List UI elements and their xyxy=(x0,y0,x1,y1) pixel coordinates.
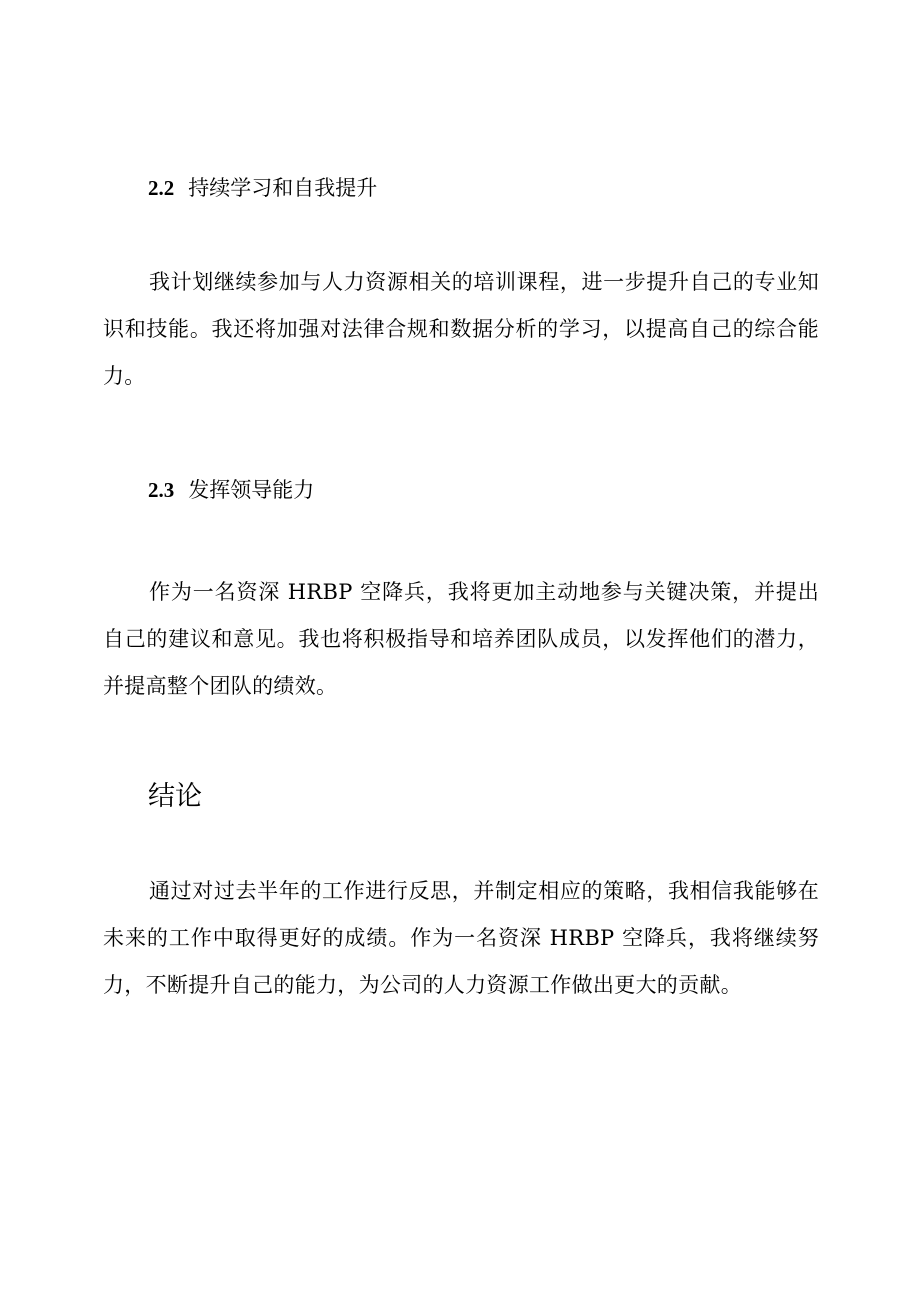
conclusion-heading: 结论 xyxy=(148,781,202,812)
section-title: 发挥领导能力 xyxy=(188,478,315,502)
section-paragraph-2-2: 我计划继续参加与人力资源相关的培训课程，进一步提升自己的专业知识和技能。我还将加强对法律合规和数据分析的学习，以提高自己的综合能力。 xyxy=(103,270,819,388)
section-heading-2-3 xyxy=(148,480,314,501)
section-heading-2-2 xyxy=(148,178,377,199)
section-number: 2.3 xyxy=(148,478,175,502)
conclusion-paragraph: 通过对过去半年的工作进行反思，并制定相应的策略，我相信我能够在未来的工作中取得更好的成绩。作为一名资深 HRBP 空降兵，我将继续努力，不断提升自己的能力，为公司的人力资源工作做出更大的贡献。 xyxy=(103,879,819,997)
section-title: 持续学习和自我提升 xyxy=(188,176,378,200)
section-paragraph-2-3: 作为一名资深 HRBP 空降兵，我将更加主动地参与关键决策，并提出自己的建议和意见。我也将积极指导和培养团队成员，以发挥他们的潜力，并提高整个团队的绩效。 xyxy=(103,580,819,698)
section-number: 2.2 xyxy=(148,176,175,200)
